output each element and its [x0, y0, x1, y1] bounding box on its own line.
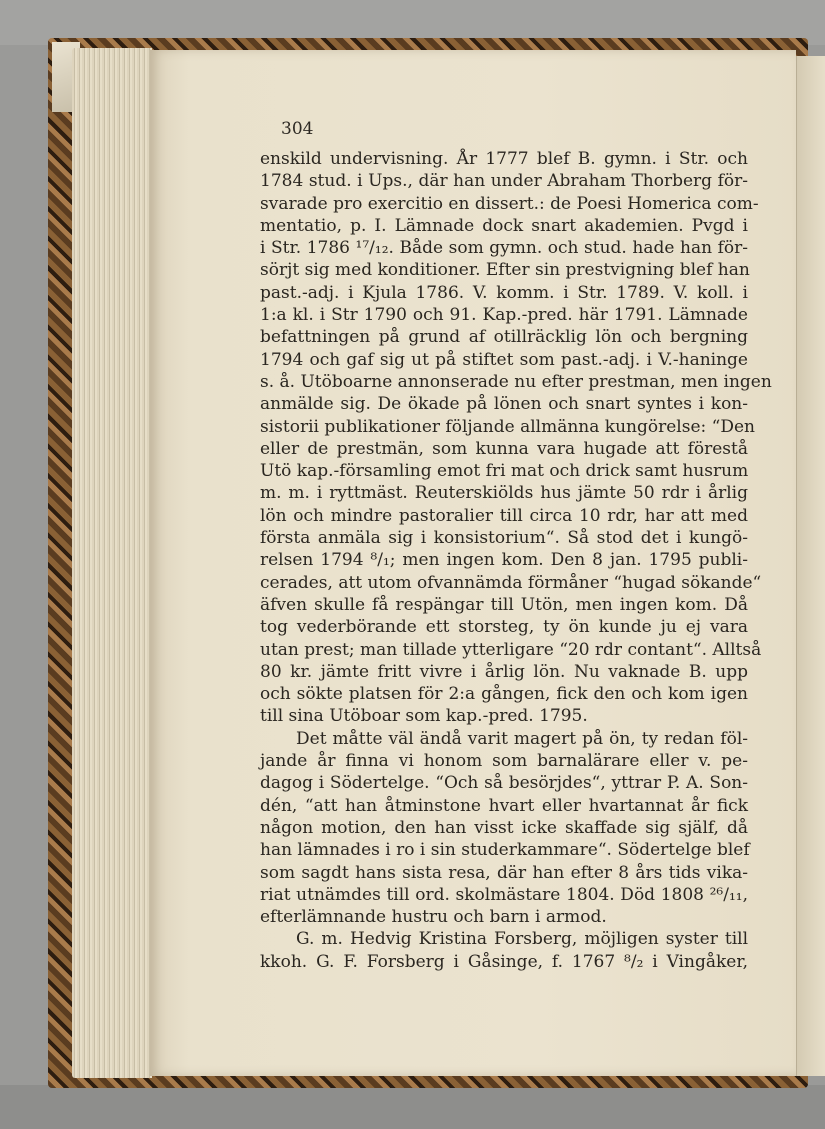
text-line: svarade pro exercitio en dissert.: de Poesi Homerica com- — [260, 193, 759, 214]
text-line: enskild undervisning. År 1777 blef B. gymn. i Str. och — [260, 149, 748, 169]
text-line: past.-adj. i Kjula 1786. V. komm. i Str. 1789. V. koll. i — [260, 282, 748, 303]
text-line: kkoh. G. F. Forsberg i Gåsinge, f. 1767 ⁸/₂ i Vingåker, — [260, 951, 748, 972]
text-line: mentatio, p. I. Lämnade dock snart akademien. Pvgd i — [260, 215, 748, 236]
text-line: sörjt sig med konditioner. Efter sin prestvigning blef han — [260, 260, 750, 281]
text-line: cerades, att utom ofvannämda förmåner “hugad sökande“ — [260, 572, 762, 593]
text-line: första anmäla sig i konsistorium“. Så stod det i kungö- — [260, 528, 748, 549]
text-line: jande år finna vi honom som barnalärare eller v. pe- — [260, 751, 748, 772]
text-line: befattningen på grund af otillräcklig lön och bergning — [260, 327, 748, 348]
text-line: någon motion, den han visst icke skaffade sig själf, då — [260, 817, 748, 838]
table-surface — [0, 1085, 825, 1129]
text-line: 1794 och gaf sig ut på stiftet som past.-adj. i V.-haninge — [260, 349, 748, 370]
text-line: 80 kr. jämte fritt vivre i årlig lön. Nu vaknade B. upp — [260, 661, 748, 682]
text-line: lön och mindre pastoralier till circa 10 rdr, har att med — [260, 505, 748, 526]
body-text — [260, 148, 772, 973]
text-line: 1784 stud. i Ups., där han under Abraham Thorberg för- — [260, 171, 748, 192]
text-line: efterlämnande hustru och barn i armod. — [260, 907, 607, 928]
text-line: dén, “att han åtminstone hvart eller hvartannat år fick — [260, 795, 748, 816]
text-line: anmälde sig. De ökade på lönen och snart syntes i kon- — [260, 394, 748, 415]
text-line: äfven skulle få respängar till Utön, men ingen kom. Då — [260, 594, 748, 615]
text-line: som sagdt hans sista resa, där han efter 8 års tids vika- — [260, 862, 748, 883]
text-line: m. m. i ryttmäst. Reuterskiölds hus jämte 50 rdr i årlig — [260, 483, 748, 504]
text-line: G. m. Hedvig Kristina Forsberg, möjligen syster till — [296, 929, 748, 950]
text-line: i Str. 1786 ¹⁷/₁₂. Både som gymn. och stud. hade han för- — [260, 238, 748, 259]
text-line: eller de prestmän, som kunna vara hugade att förestå — [260, 438, 748, 459]
text-line: Det måtte väl ändå varit magert på ön, ty redan föl- — [296, 728, 748, 749]
text-line: till sina Utöboar som kap.-pred. 1795. — [260, 706, 588, 727]
text-line: 1:a kl. i Str 1790 och 91. Kap.-pred. här 1791. Lämnade — [260, 305, 748, 326]
text-line: s. å. Utöboarne annonserade nu efter prestman, men ingen — [260, 371, 772, 392]
text-line: tog vederbörande ett storsteg, ty ön kunde ju ej vara — [260, 617, 748, 638]
text-line: relsen 1794 ⁸/₁; men ingen kom. Den 8 jan. 1795 publi- — [260, 550, 748, 571]
text-line: sistorii publikationer följande allmänna kungörelse: “Den — [260, 416, 755, 437]
text-line: dagog i Södertelge. “Och så besörjdes“, yttrar P. A. Son- — [260, 773, 748, 794]
page-edges — [72, 48, 152, 1078]
page-number: 304 — [281, 119, 314, 139]
text-line: utan prest; man tillade ytterligare “20 rdr contant“. Alltså — [260, 639, 762, 660]
text-line: riat utnämdes till ord. skolmästare 1804. Död 1808 ²⁶/₁₁, — [260, 884, 748, 905]
text-line: han lämnades i ro i sin studerkammare“. Södertelge blef — [260, 840, 750, 861]
text-line: Utö kap.-församling emot fri mat och drick samt husrum — [260, 461, 749, 482]
facing-page-edge — [795, 56, 825, 1076]
text-line: och sökte platsen för 2:a gången, fick den och kom igen — [260, 684, 748, 705]
